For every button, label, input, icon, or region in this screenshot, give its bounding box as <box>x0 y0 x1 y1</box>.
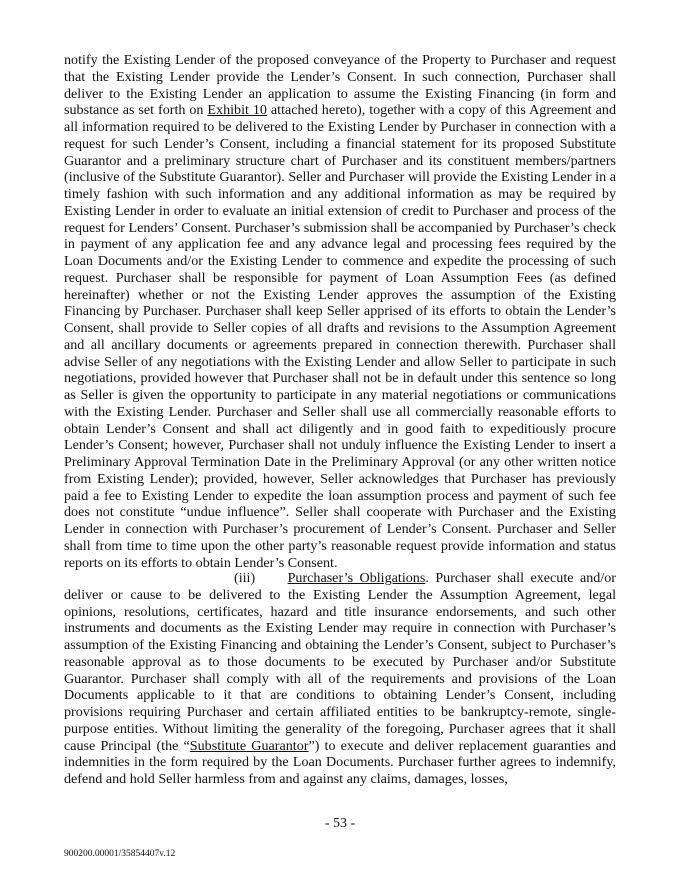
page-number: - 53 - <box>324 816 356 831</box>
paragraph-text: attached hereto), together with a copy of this Agreement and all information required to be delivered to the Existing Lender by Purchaser in connection with a request for such Lender’s Consent, including a financial statement for its proposed Substitute Guarantor and a preliminary structure chart of Purchaser and its constituent members/partners (inclusive of the Substitute Guarantor). Seller and Purchaser will provide the Existing Lender in a timely fashion with such information and any additional information as may be required by Existing Lender in order to evaluate an initial extension of credit to Purchaser and process of the request for Lenders’ Consent. Purchaser’s submission shall be accompanied by Purchaser’s check in payment of any application fee and any advance legal and processing fees required by the Loan Documents and/or the Existing Lender to commence and expedite the processing of such request. Purchaser shall be responsible for payment of Loan Assumption Fees (as defined hereinafter) whether or not the Existing Lender approves the assumption of the Existing Financing by Purchaser. Purchaser shall keep Seller apprised of its efforts to obtain the Lender’s Consent, shall provide to Seller copies of all drafts and revisions to the Assumption Agreement and all ancillary documents or agreements prepared in connection therewith. Purchaser shall advise Seller of any negotiations with the Existing Lender and allow Seller to participate in such negotiations, provided however that Purchaser shall not be in default under this sentence so long as Seller is given the opportunity to participate in any material negotiations or communications with the Existing Lender. Purchaser and Seller shall use all commercially reasonable efforts to obtain Lender’s Consent and shall act diligently and in good faith to expeditiously procure Lender’s Consent; however, Purchaser shall not unduly influence the Existing Lender to insert a Preliminary Approval Termination Date in the Preliminary Approval (or any other written notice from Existing Lender); provided, however, Seller acknowledges that Purchaser has previously paid a fee to Existing Lender to expedite the loan assumption process and payment of such fee does not constitute “undue influence”. Seller shall cooperate with Purchaser and the Existing Lender in connection with Purchaser’s procurement of Lender’s Consent. Purchaser and Seller shall from time to time upon the other party’s reasonable request provide information and status reports on its efforts to obtain Lender’s Consent. <box>64 102 616 571</box>
paragraph-text: notify the Existing Lender of the proposed conveyance of the Property to Purchaser and request that the Existing Lender provide the Lender’s Consent. In such connection, Purchaser shall deliver to the Existing Lender an application to assume the Existing Financing (in form and substance as set forth on <box>64 52 616 119</box>
paragraph-text: . Purchaser shall execute and/or deliver or cause to be delivered to the Existing Lender the Assumption Agreement, legal opinions, resolutions, certificates, hazard and title insurance endorsements, and such other instruments and documents as the Existing Lender may require in connection with Purchaser’s assumption of the Existing Financing and obtaining the Lender’s Consent, subject to Purchaser’s reasonable approval as to those documents to be executed by Purchaser and/or Substitute Guarantor. Purchaser shall comply with all of the requirements and provisions of the Loan Documents applicable to it that are conditions to obtaining Lender’s Consent, including provisions requiring Purchaser and certain affiliated entities to be bankruptcy-remote, single-purpose entities. Without limiting the generality of the foregoing, Purchaser agrees that it shall cause Principal (the “ <box>64 570 616 754</box>
document-id: 900200.00001/35854407v.12 <box>64 849 176 859</box>
exhibit-reference: Exhibit 10 <box>207 102 267 119</box>
body-paragraph-lender-consent <box>64 52 616 571</box>
paragraph-text: ”) to execute and deliver replacement guaranties and indemnities in the form required by the Loan Documents. Purchaser further agrees to indemnify, defend and hold Seller harmless from and against any claims, damages, losses, <box>64 737 616 787</box>
defined-term: Substitute Guarantor <box>189 737 309 754</box>
body-paragraph-purchasers-obligations <box>64 570 616 788</box>
clause-heading: Purchaser’s Obligations <box>287 570 426 586</box>
clause-number: (iii) <box>234 570 256 586</box>
